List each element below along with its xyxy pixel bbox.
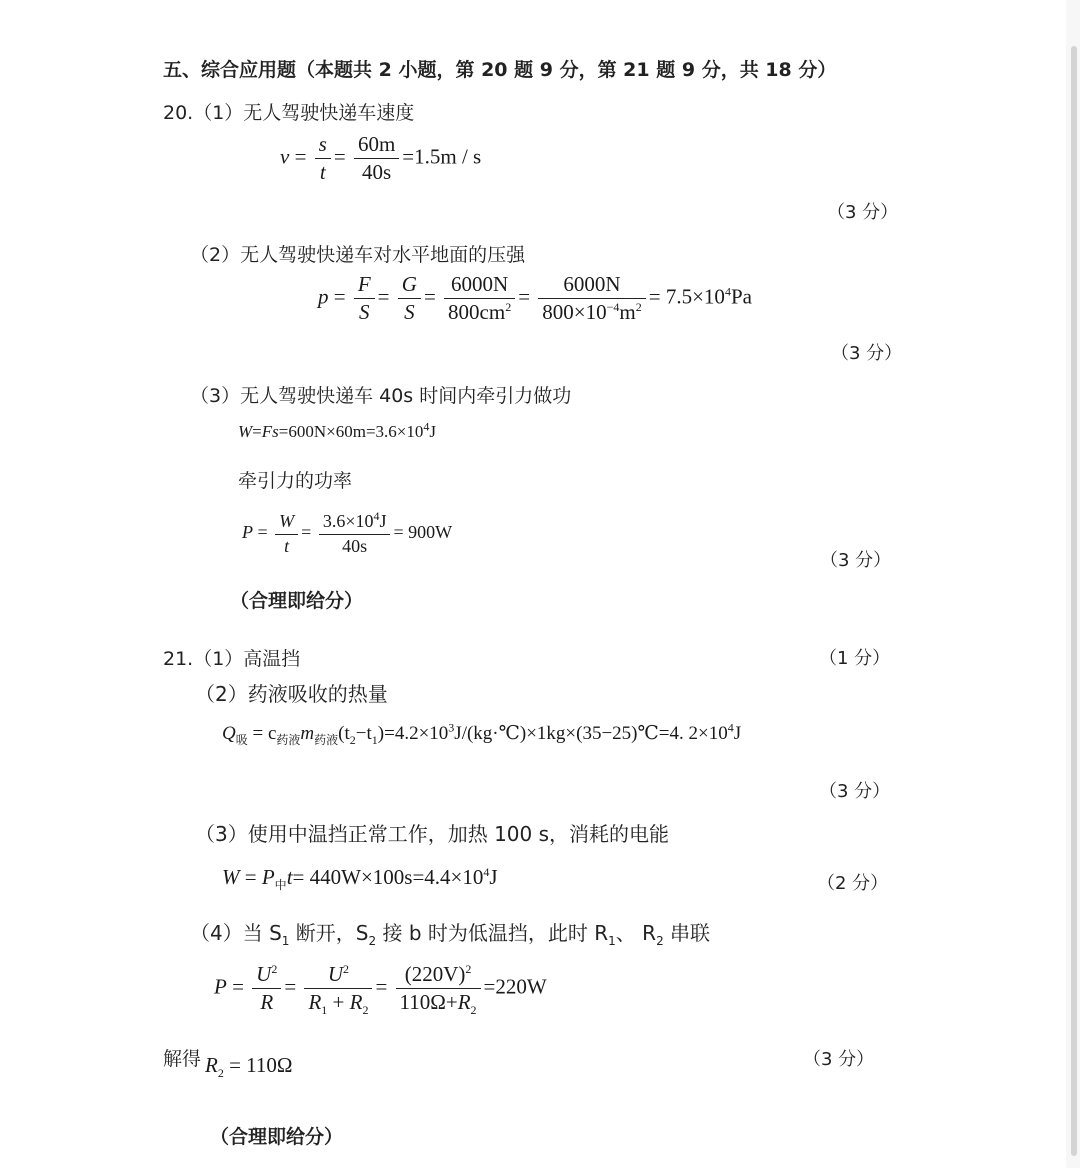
work-rest: =600N×60m=3.6×10 — [278, 422, 424, 441]
den-exp: −4 — [606, 300, 620, 315]
label-a: （4）当 S — [190, 921, 282, 945]
solve-rest: = 110Ω — [223, 1053, 293, 1077]
q20-part2-score: （3 分） — [831, 343, 903, 364]
q21-part2-label: （2）药液吸收的热量 — [195, 682, 388, 706]
q21-part2-score: （3 分） — [819, 781, 891, 802]
fraction-W-over-t — [275, 511, 298, 557]
fraction-F-over-S — [354, 272, 375, 325]
fraction-U2-over-R — [252, 962, 281, 1015]
frac-num — [252, 962, 281, 989]
rest-exp2: 4 — [727, 720, 734, 735]
var-Fs: Fs — [261, 422, 279, 441]
formula-result: =1.5m / s — [402, 144, 482, 169]
q21-part1-label: 21.（1）高温挡 — [163, 648, 301, 670]
R1-sub: 1 — [321, 1003, 328, 1018]
q20-part1-label: 20.（1）无人驾驶快递车速度 — [163, 102, 415, 124]
P-sub: 中 — [274, 878, 287, 893]
q20-power-label: 牵引力的功率 — [238, 470, 353, 492]
label-d: 、 R — [615, 921, 657, 945]
r2-sub: 2 — [656, 934, 664, 948]
var-Q: Q — [222, 723, 236, 744]
equals: = — [244, 865, 257, 889]
frac-den — [396, 989, 481, 1018]
q21-part3-formula — [222, 865, 498, 893]
frac-num: F — [354, 272, 375, 299]
frac-num — [396, 962, 481, 989]
scrollbar-thumb[interactable] — [1071, 46, 1077, 1156]
den-R: R — [457, 990, 471, 1015]
q20-part3-power-formula: P = $\frac{W}{t}$ = $\frac{3.6\times 10^4J}{40s}$ = 900W — [242, 509, 453, 556]
frac-den: R — [260, 990, 274, 1015]
fraction-s-over-t — [315, 132, 331, 185]
plus: + — [327, 990, 350, 1015]
den-text: 800×10 — [542, 300, 607, 325]
formula-result: =220W — [483, 974, 547, 999]
frac-num: 60m — [354, 132, 399, 159]
work-exp: 4 — [423, 419, 430, 434]
q21-part2-formula — [222, 722, 741, 745]
var-R: R — [205, 1053, 218, 1077]
var-R2: R — [349, 990, 363, 1015]
fraction-60m-over-40s — [354, 132, 399, 185]
label-c: 接 b 时为低温挡，此时 R — [376, 921, 609, 945]
q21-note: （合理即给分） — [210, 1126, 344, 1148]
label-e: 串联 — [663, 921, 711, 945]
rest-a: )=4.2×10 — [377, 723, 449, 744]
fraction-6000N-over-800cm2 — [444, 272, 515, 325]
equals: = — [252, 422, 262, 441]
fraction-G-over-S — [398, 272, 421, 325]
power-result: = 900W — [393, 522, 453, 543]
num-unit: J — [379, 511, 387, 531]
q21-part3-score: （2 分） — [817, 873, 889, 894]
frac-den: t — [284, 535, 290, 556]
num-exp: 2 — [465, 962, 472, 976]
frac-num: G — [398, 272, 421, 299]
frac-num: 6000N — [538, 272, 645, 299]
label-b: 断开，S — [289, 921, 369, 945]
den-unit: m — [619, 300, 636, 325]
U-exp: 2 — [271, 962, 278, 976]
var-U: U — [327, 962, 344, 986]
work-unit: J — [429, 422, 436, 441]
var-P: P — [261, 865, 275, 889]
den-sub: 2 — [470, 1003, 477, 1018]
den-text: 110Ω+ — [399, 990, 458, 1015]
rest-c: J — [733, 723, 742, 744]
frac-den: S — [359, 300, 370, 325]
den-text: 800cm — [448, 300, 506, 325]
result-exp: 4 — [724, 284, 731, 299]
solve-label: 解得 — [163, 1048, 202, 1070]
q20-part3-work-formula — [238, 419, 436, 442]
q20-part2-label: （2）无人驾驶快递车对水平地面的压强 — [190, 244, 526, 266]
q20-part1-score: （3 分） — [827, 202, 899, 223]
frac-den: S — [404, 300, 415, 325]
rest-b: J — [489, 865, 498, 889]
var-R1: R — [308, 990, 322, 1015]
rest-exp: 3 — [448, 720, 455, 735]
frac-den: 40s — [342, 535, 368, 556]
frac-num: 6000N — [444, 272, 515, 299]
var-W: W — [238, 422, 253, 441]
t2-sub: 2 — [349, 732, 356, 747]
q20-part2-formula: p = $\frac{F}{S}$ = $\frac{G}{S}$ = $\frac{6000N}{800cm^2}$ = $\frac{6000N}{800\times 10^{-4}m^2}$ = $7.5\times 10^4Pa$ — [318, 272, 752, 325]
var-t: t — [286, 865, 293, 889]
r1-sub: 1 — [608, 934, 616, 948]
result-unit: Pa — [730, 284, 752, 309]
var-P: P — [242, 522, 253, 543]
var-v: v — [280, 144, 290, 169]
q21-part1-score: （1 分） — [819, 648, 891, 669]
result-text: = 7.5×10 — [648, 284, 725, 309]
scrollbar-track[interactable] — [1066, 0, 1080, 1168]
fraction-220V2-over-110ohm-plus-R2 — [396, 962, 481, 1018]
t1-sub: 1 — [371, 732, 378, 747]
frac-num: W — [275, 511, 298, 535]
s2-sub: 2 — [368, 934, 377, 948]
q20-part3-score: （3 分） — [820, 550, 892, 571]
s1-sub: 1 — [281, 934, 290, 948]
rest-a: = 440W×100s=4.4×10 — [292, 865, 484, 889]
rest-exp: 4 — [483, 865, 490, 879]
num-exp: 4 — [373, 509, 380, 523]
fraction-U2-over-R1-plus-R2 — [304, 962, 372, 1018]
R2-sub: 2 — [362, 1003, 369, 1018]
Q-sub: 吸 — [235, 732, 248, 747]
rest-b: J/(kg·℃)×1kg×(35−25)℃=4. 2×10 — [454, 723, 728, 744]
frac-den: 40s — [362, 160, 392, 185]
var-c: = c — [252, 723, 277, 744]
solve-formula — [205, 1053, 293, 1081]
U-exp: 2 — [343, 962, 350, 976]
frac-den — [444, 299, 515, 325]
q20-part3-label: （3）无人驾驶快递车 40s 时间内牵引力做功 — [190, 385, 572, 407]
var-P: P — [214, 974, 227, 999]
var-p: p — [318, 284, 329, 309]
frac-num: s — [315, 132, 331, 159]
var-U: U — [256, 962, 272, 986]
fraction-3.6e4J-over-40s — [319, 511, 391, 557]
q21-part4-score: （3 分） — [803, 1049, 875, 1070]
frac-den: t — [319, 160, 326, 185]
num-text: 3.6×10 — [322, 511, 374, 531]
num-text: (220V) — [404, 962, 466, 986]
den-exp2: 2 — [635, 300, 642, 315]
q20-note: （合理即给分） — [230, 590, 364, 612]
q20-part1-formula: v = $\frac{s}{t}$ = $\frac{60m}{40s}$ =1.5m / s — [280, 132, 482, 185]
R-sub: 2 — [217, 1066, 224, 1081]
den-exp: 2 — [505, 300, 512, 315]
q21-part3-label: （3）使用中温挡正常工作，加热 100 s，消耗的电能 — [195, 822, 670, 846]
q21-part4-label — [190, 917, 710, 946]
q21-part4-formula: P = $\frac{U^2}{R}$ = $\frac{U^2}{R_1 + R_2}$ = $\frac{(220V)^2}{110\Omega+R_2}$ =220W — [214, 962, 547, 1018]
fraction-6000N-over-800e-4m2 — [538, 272, 645, 325]
m-sub: 药液 — [314, 732, 339, 747]
c-sub: 药液 — [276, 732, 301, 747]
frac-den — [304, 989, 372, 1018]
frac-num — [319, 511, 391, 535]
var-W: W — [222, 865, 240, 889]
paren-t: (t — [338, 723, 350, 744]
section-title: 五、综合应用题（本题共 2 小题，第 20 题 9 分，第 21 题 9 分，共 18 分） — [163, 59, 837, 81]
frac-num — [304, 962, 372, 989]
var-m: m — [300, 723, 315, 744]
frac-den — [538, 299, 645, 325]
minus-t: −t — [355, 723, 372, 744]
